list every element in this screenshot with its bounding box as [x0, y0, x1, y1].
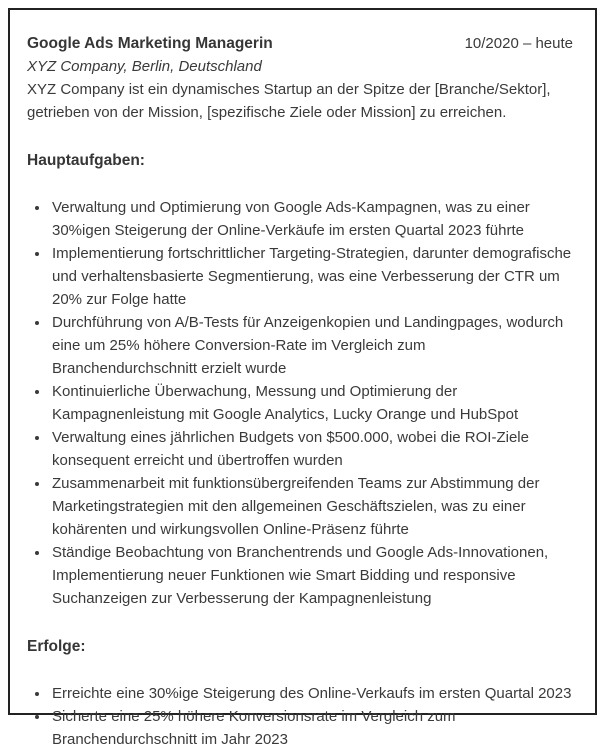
company-description: XYZ Company ist ein dynamisches Startup an der Spitze der [Branche/Sektor], getrieben von der Mission, [spezifische Ziele oder Mission] zu erreichen.	[27, 81, 551, 121]
bullet-item: • Erreichte eine 30%ige Steigerung des Online-Verkaufs im ersten Quartal 2023	[50, 682, 573, 705]
experience-card	[8, 8, 597, 748]
section-heading-hauptaufgaben: Hauptaufgaben:	[27, 152, 145, 169]
bullet-item: • Durchführung von A/B-Tests für Anzeigenkopien und Landingpages, wodurch eine um 25% höhere Conversion-Rate im Vergleich zum Branchendurchschnitt erzielt wurde	[50, 311, 573, 380]
bullet-item: • Verwaltung und Optimierung von Google Ads-Kampagnen, was zu einer 30%igen Steigerung der Online-Verkäufe im ersten Quartal 2023 führte	[50, 196, 573, 242]
hauptaufgaben-list	[27, 196, 573, 610]
bullet-item: • Ständige Beobachtung von Branchentrends und Google Ads-Innovationen, Implementierung neuer Funktionen wie Smart Bidding und responsive Suchanzeigen zur Verbesserung der Kampagnenleistung	[50, 541, 573, 610]
bullet-item: • Verwaltung eines jährlichen Budgets von $500.000, wobei die ROI-Ziele konsequent erreicht und übertroffen wurden	[50, 426, 573, 472]
header-row	[27, 32, 573, 55]
company-location: XYZ Company, Berlin, Deutschland	[27, 58, 262, 75]
bullet-item: • Zusammenarbeit mit funktionsübergreifenden Teams zur Abstimmung der Marketingstrategien mit den allgemeinen Geschäftszielen, was zu einer kohärenten und wirkungsvollen Online-Präsenz führte	[50, 472, 573, 541]
bullet-item: • Kontinuierliche Überwachung, Messung und Optimierung der Kampagnenleistung mit Google Analytics, Lucky Orange und HubSpot	[50, 380, 573, 426]
erfolge-list	[27, 682, 573, 751]
bullet-item: • Sicherte eine 25% höhere Konversionsrate im Vergleich zum Branchendurchschnitt im Jahr 2023	[50, 705, 573, 751]
job-title: Google Ads Marketing Managerin	[27, 35, 273, 52]
date-range: 10/2020 – heute	[464, 35, 573, 52]
bullet-item: • Implementierung fortschrittlicher Targeting-Strategien, darunter demografische und verhaltensbasierte Segmentierung, was eine Verbesserung der CTR um 20% zur Folge hatte	[50, 242, 573, 311]
section-heading-erfolge: Erfolge:	[27, 638, 86, 655]
